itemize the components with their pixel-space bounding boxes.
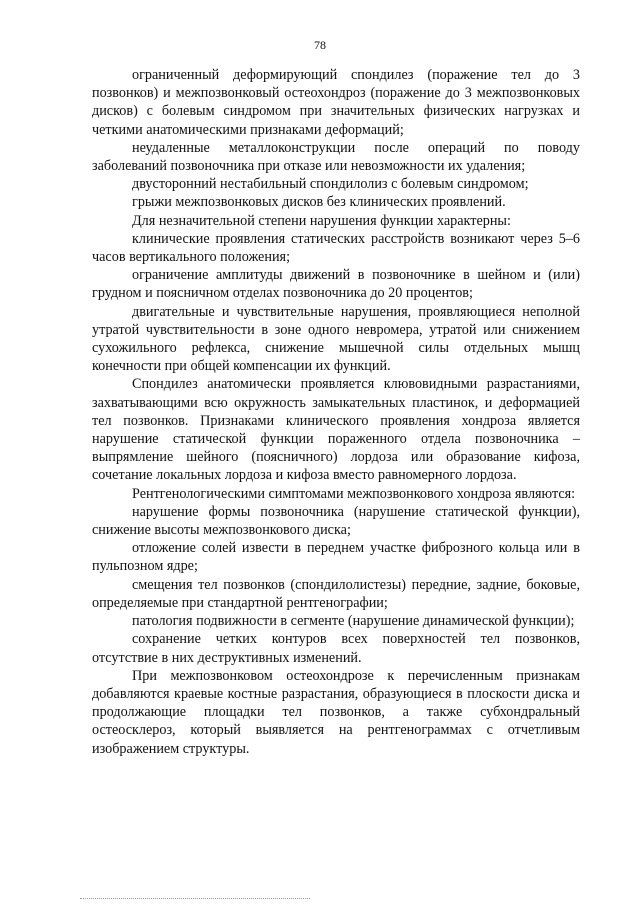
paragraph: Спондилез анатомически проявляется клювовидными разрастаниями, захватывающими всю окружность замыкательных пластинок, и деформацией тел позвонков. Признаками клинического проявления хондроза является нарушение статической функции пораженного отдела позвоночника – выпрямление шейного (поясничного) лордоза или образование кифоза, сочетание локальных лордоза и кифоза вместо равномерного лордоза. [92,376,580,484]
paragraph: При межпозвонковом остеохондрозе к перечисленным признакам добавляются краевые костные разрастания, образующиеся в плоскости диска и продолжающие площадки тел позвонков, а также субхондральный остеосклероз, который выявляется на рентгенограммах с отчетливым изображением структуры. [92,667,580,757]
paragraph: Для незначительной степени нарушения функции характерны: [132,212,511,229]
scan-edge-artifact [80,898,310,899]
paragraph: смещения тел позвонков (спондилолистезы) передние, задние, боковые, определяемые при стандартной рентгенографии; [92,576,580,611]
paragraph: Рентгенологическими симптомами межпозвонкового хондроза являются: [132,485,576,502]
paragraph: клинические проявления статических расстройств возникают через 5–6 часов вертикального положения; [92,230,580,266]
paragraph: сохранение четких контуров всех поверхностей тел позвонков, отсутствие в них деструктивных изменений. [92,631,580,666]
paragraph: ограниченный деформирующий спондилез (поражение тел до 3 позвонков) и межпозвонковый остеохондроз (поражение до 3 межпозвонковых дисков) с болевым синдромом при значительных физических нагрузках и четкими анатомическими признаками деформаций; [92,67,580,138]
paragraph: ограничение амплитуды движений в позвоночнике в шейном и (или) грудном и поясничном отделах позвоночника до 20 процентов; [92,267,580,302]
page-number: 78 [314,38,326,52]
paragraph: отложение солей извести в переднем участке фиброзного кольца или в пульпозном ядре; [92,540,580,575]
paragraph: двигательные и чувствительные нарушения, проявляющиеся неполной утратой чувствительности в зоне одного невромера, утратой или снижением сухожильного рефлекса, снижение мышечной силы отдельных мышц конечности при общей компенсации их функций. [92,303,580,375]
document-body [92,66,580,758]
paragraph: патология подвижности в сегменте (нарушение динамической функции); [132,613,575,630]
paragraph: неудаленные металлоконструкции после операций по поводу заболеваний позвоночника при отказе или невозможности их удаления; [92,139,580,175]
paragraph: нарушение формы позвоночника (нарушение статической функции), снижение высоты межпозвонкового диска; [92,503,580,539]
paragraph: грыжи межпозвонковых дисков без клинических проявлений. [132,194,506,211]
paragraph: двусторонний нестабильный спондилолиз с болевым синдромом; [132,176,529,193]
